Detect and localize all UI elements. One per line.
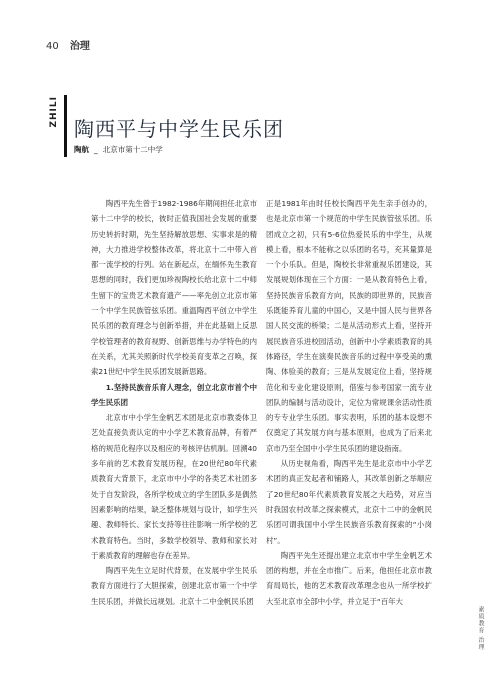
paragraph: 从历史视角看，陶西平先生是北京市中小学艺术团的真正发起者和铺路人，其改革创新之举顺应了20世纪80年代素质教育发展之大趋势，对应当时我国农村改革之探索模式，北京十二中的金帆民乐团可谓我国中小学生民族音乐教育探索的“小岗村”。	[266, 459, 432, 545]
right-column	[266, 196, 432, 609]
paragraph: 陶西平先生曾于1982-1986年期间担任北京市第十二中学的校长，彼时正值我国社会发展的重要历史转折时期，先生坚持解放思想、实事求是的精神，大力推进学校整体改革，将北京十二中带入首都一流学校的行列。站在新起点，在缅怀先生教育思想的同时，我们更加珍视陶校长给北京十二中师生留下的宝贵艺术教育遗产——率先创立北京市第一个中学生民族管弦乐团。重温陶西平创立中学生民乐团的教育理念与创新举措，并在此基础上反思学校管理者的教育视野、创新思维与办学特色的内在关系，尤其关照新时代学校美育变革之召唤，探索21世纪中学生民乐团发展新思路。	[91, 199, 257, 377]
side-section-mark: 素质教育 治理	[477, 606, 484, 651]
subheading: 1.坚持民族音乐育人理念，创立北京市首个中学生民乐团	[91, 382, 257, 407]
section-name: 治理	[69, 41, 90, 52]
paragraph: 陶西平先生立足时代背景，在发展中学生民乐教育方面进行了大胆探索，创建北京市第一个中学生民乐团，并做长远规划。北京十二中金帆民乐团	[91, 566, 257, 606]
vertical-section-label: ZHILI	[49, 96, 59, 128]
running-header	[46, 37, 90, 52]
left-column	[91, 196, 257, 609]
byline-separator: _	[94, 145, 98, 154]
paragraph: 正是1981年由时任校长陶西平先生亲手创办的，也是北京市第一个规范的中学生民族管弦乐团。乐团成立之初，只有5-6位热爱民乐的中学生，从规模上看，根本不能称之以乐团的名号，充其量算是一个小乐队。但是，陶校长非常重视乐团建设，其发展规划体现在三个方面：一是从教育特色上看，坚持民族音乐教育方向，民族的即世界的，民族音乐既能养育儿童的中国心，又是中国人民与世界各国人民交流的桥梁；二是从活动形式上看，坚持开展民族音乐进校园活动，创新中小学素质教育的具体路径，学生在演奏民族音乐的过程中享受美的熏陶、体验美的教育；三是从发展定位上看，坚持规范化和专业化建设原则，借鉴与参考国家一流专业团队的编制与活动设计，定位为常规课余活动性质的专专业学生乐团。事实表明，乐团的基本设想不仅奠定了其发展方向与基本原则，也成为了后来北京市乃至全国中小学生民乐团的建设指南。	[266, 199, 432, 453]
paragraph: 北京市中小学生金帆艺术团是北京市教委体卫艺处直接负责认定的中小学艺术教育品牌，有着严格的规范化程序以及相应的考核评估机制。回溯40多年前的艺术教育发展历程，在20世纪80年代素质教育大背景下，北京市中小学的各类艺术社团多处于自发阶段，各所学校成立的学生团队多是偶然因素影响的结果，缺乏整体规划与设计，如学生兴趣、教师特长、家长支持等往往影响一所学校的艺术教育特色。当时，多数学校领导、教师和家长对于素质教育的理解也存在差异。	[91, 413, 257, 560]
author-name: 陶航	[74, 145, 89, 154]
author-affiliation: 北京市第十二中学	[102, 145, 163, 154]
paragraph: 陶西平先生还提出建立北京市中学生金帆艺术团的构想，并在全市推广。后来，他担任北京市教育局局长，他的艺术教育改革理念也从一所学校扩大至北京市全部中小学，并立足于“百年大	[266, 550, 432, 606]
page-number: 40	[46, 41, 59, 52]
article-title: 陶西平与中学生民乐团	[74, 117, 284, 141]
title-accent-bar	[64, 95, 67, 157]
byline	[74, 144, 163, 155]
